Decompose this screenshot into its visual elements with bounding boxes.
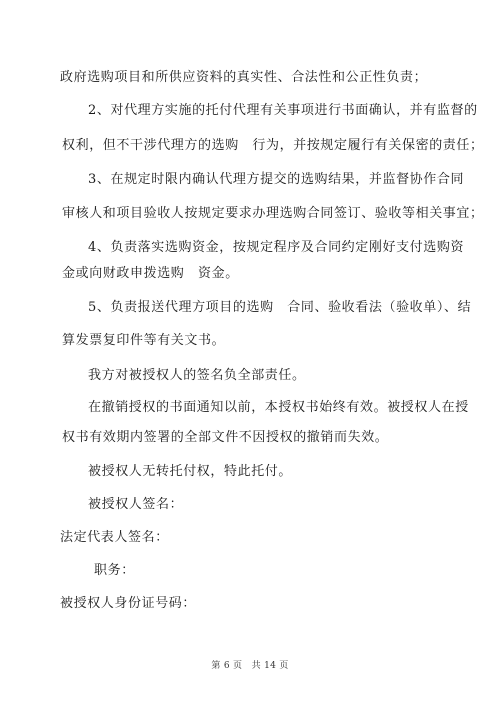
body-line: 4、负责落实选购资金，按规定程序及合同约定刚好支付选购资 <box>88 240 465 255</box>
body-line: 权利，但不干涉代理方的选购 行为，并按规定履行有关保密的责任； <box>62 138 484 153</box>
body-line: 被授权人无转托付权，特此托付。 <box>88 464 293 479</box>
body-line: 职务： <box>94 563 135 578</box>
body-line: 算发票复印件等有关文书。 <box>62 333 226 348</box>
body-line: 法定代表人签名： <box>60 530 169 545</box>
body-line: 5、负责报送代理方项目的选购 合同、验收看法（验收单）、结 <box>88 300 472 315</box>
body-line: 政府选购项目和所供应资料的真实性、合法性和公正性负责； <box>60 70 428 85</box>
body-line: 在撤销授权的书面通知以前，本授权书始终有效。被授权人在授 <box>88 400 469 415</box>
body-line: 金或向财政申拨选购 资金。 <box>62 266 239 281</box>
body-line: 2、对代理方实施的托付代理有关事项进行书面确认，并有监督的 <box>88 103 478 118</box>
body-line: 我方对被授权人的签名负全部责任。 <box>88 368 306 383</box>
body-line: 权书有效期内签署的全部文件不因授权的撤销而失效。 <box>62 430 389 445</box>
body-line: 审核人和项目验收人按规定要求办理选购合同签订、验收等相关事宜； <box>62 206 484 221</box>
body-line: 被授权人身份证号码： <box>60 596 197 611</box>
body-line: 3、在规定时限内确认代理方提交的选购结果，并监督协作合同 <box>88 172 465 187</box>
body-line: 被授权人签名： <box>88 497 184 512</box>
page-number: 第 6 页 共 14 页 <box>211 661 289 671</box>
